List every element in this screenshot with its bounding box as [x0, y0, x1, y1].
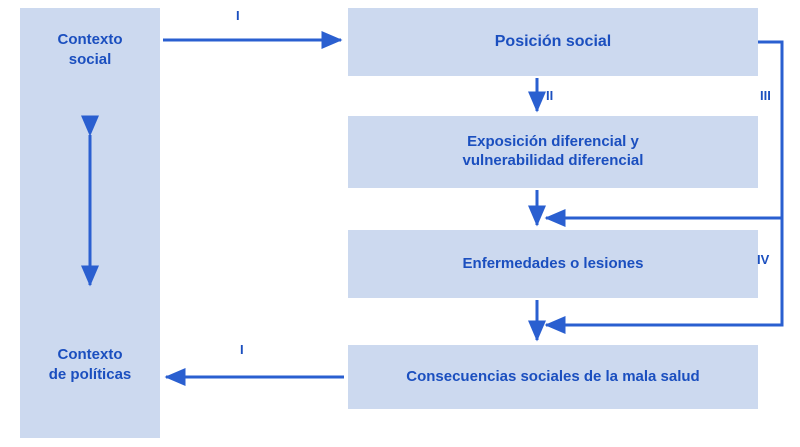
- box-social-consequences: [348, 345, 758, 409]
- box-differential-exposure-line1: Exposición diferencial y: [467, 133, 639, 151]
- box-differential-exposure: [348, 116, 758, 188]
- box-diseases-injuries: [348, 230, 758, 298]
- box-social-position: [348, 8, 758, 76]
- relation-label-III: III: [760, 88, 771, 103]
- box-social-position-label: Posición social: [494, 33, 612, 50]
- sidebar-label-social-context-line1: Contexto: [57, 31, 123, 48]
- box-social-consequences-label: Consecuencias sociales de la mala salud: [406, 367, 700, 385]
- box-diseases-injuries-label: Enfermedades o lesiones: [462, 254, 644, 272]
- relation-label-I-top: I: [236, 8, 240, 23]
- sidebar-label-social-context: [20, 30, 160, 69]
- relation-label-II: II: [546, 88, 554, 103]
- sidebar-label-policy-context: [20, 345, 160, 384]
- relation-label-I-bottom: I: [240, 342, 244, 357]
- box-differential-exposure-line2: vulnerabilidad diferencial: [462, 152, 644, 169]
- relation-label-IV: IV: [757, 252, 770, 267]
- sidebar-label-policy-context-line1: Contexto: [57, 346, 123, 363]
- sidebar-label-policy-context-line2: de políticas: [48, 365, 132, 383]
- sidebar-label-social-context-line2: social: [68, 50, 112, 68]
